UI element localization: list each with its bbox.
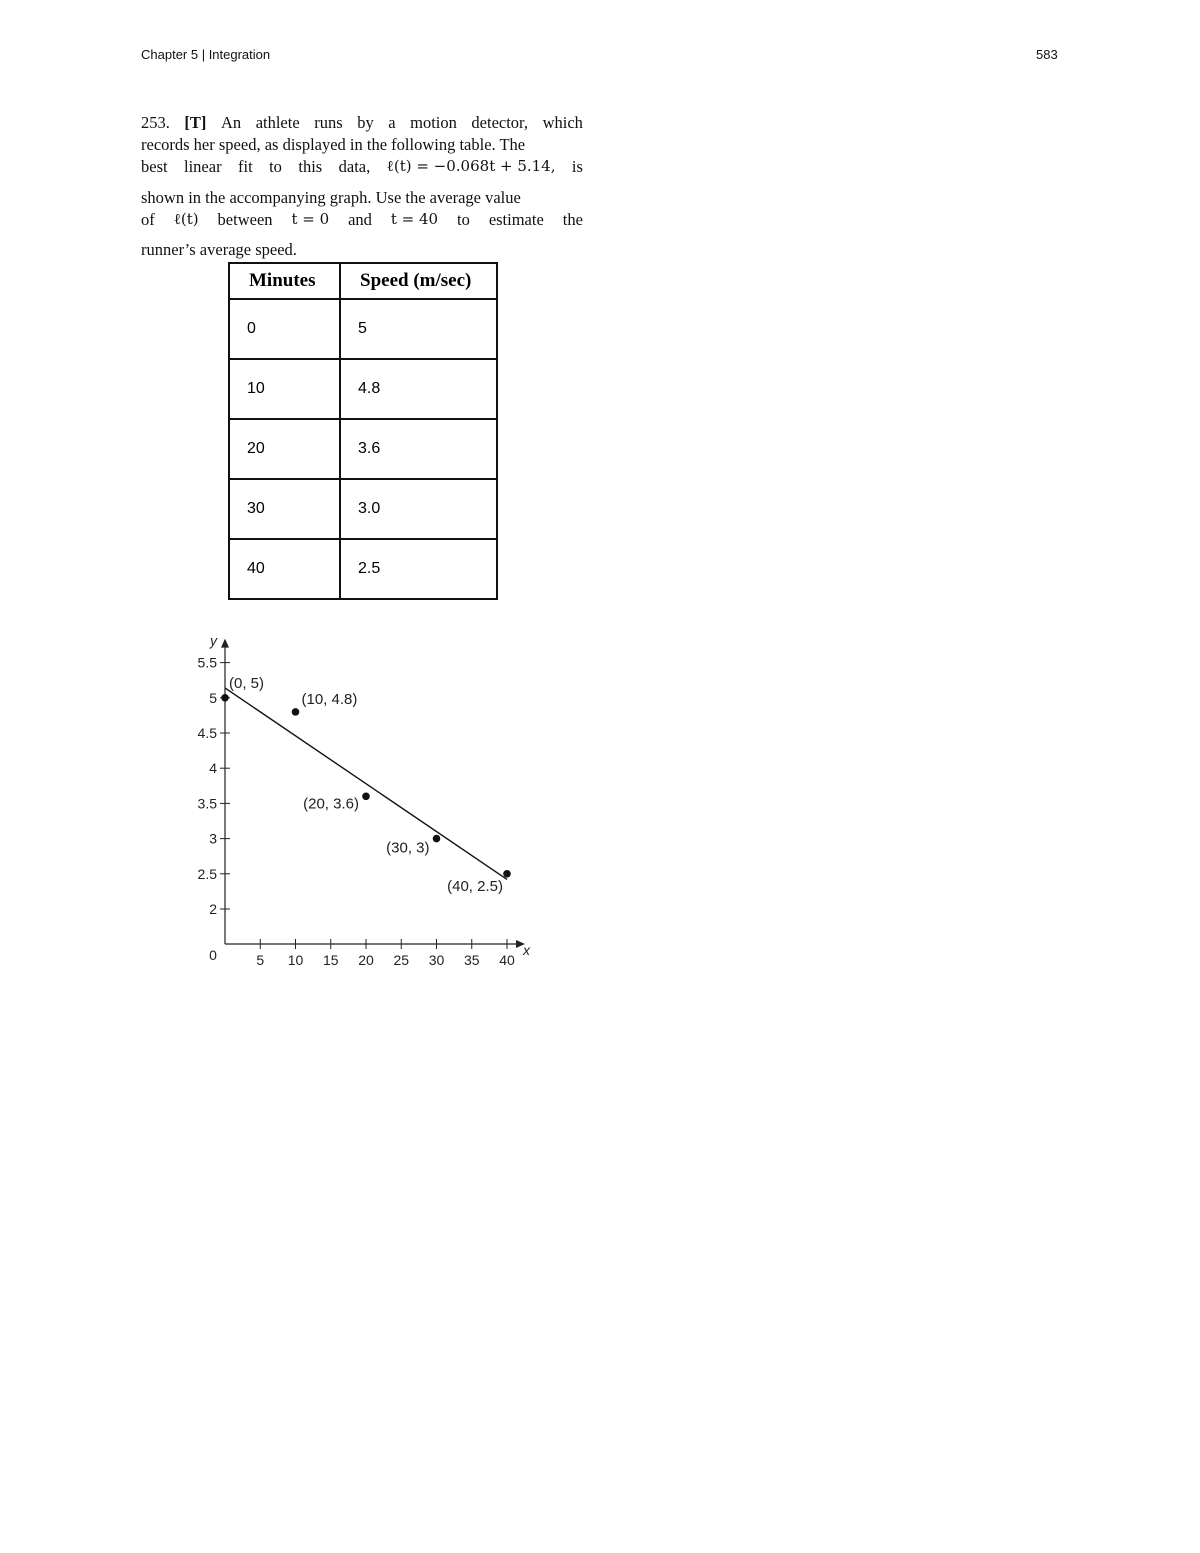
table-row	[229, 479, 497, 539]
table-cell: 5	[340, 299, 497, 359]
table-cell: 2.5	[340, 539, 497, 599]
speed-scatter-chart	[180, 630, 540, 975]
x-axis-label: x	[523, 942, 530, 958]
y-axis-label: y	[210, 632, 217, 649]
line-text: runner’s average speed.	[141, 240, 297, 259]
word: An	[220, 113, 242, 132]
chapter-header: Chapter 5 | Integration	[141, 47, 271, 62]
fit-line	[225, 688, 507, 879]
upper-bound: t = 40	[390, 210, 439, 228]
table-row	[229, 539, 497, 599]
data-point	[362, 793, 370, 801]
y-tick-label: 5	[209, 689, 217, 706]
word: fit	[238, 157, 253, 176]
column-header-speed: Speed (m/sec)	[340, 263, 497, 299]
table-row	[229, 359, 497, 419]
origin-label: 0	[209, 947, 217, 963]
data-point-label: (10, 4.8)	[301, 690, 358, 708]
x-tick-label: 20	[358, 952, 374, 968]
problem-line-5	[141, 210, 583, 240]
x-tick-label: 30	[428, 952, 445, 968]
word: motion	[410, 113, 457, 132]
x-tick-label: 25	[393, 952, 410, 968]
word: runs	[314, 113, 343, 132]
data-point-label: (40, 2.5)	[447, 877, 503, 895]
word: detector,	[471, 113, 529, 132]
lower-bound: t = 0	[291, 210, 330, 228]
table-cell: 4.8	[340, 359, 497, 419]
word: to	[457, 210, 470, 229]
y-tick-label: 4	[209, 760, 217, 777]
word: best	[141, 157, 168, 176]
line-text: records her speed, as displayed in the following table. The	[141, 135, 526, 154]
function-notation: ℓ(t)	[173, 210, 199, 228]
word: data,	[338, 157, 371, 176]
y-tick-label: 2.5	[197, 865, 217, 882]
table-cell: 30	[229, 479, 340, 539]
data-point-label: (0, 5)	[229, 674, 265, 692]
table-cell: 3.6	[340, 419, 497, 479]
word: to	[269, 157, 282, 176]
word: this	[298, 157, 323, 176]
word: a	[388, 113, 396, 132]
y-tick-label: 4.5	[197, 725, 217, 741]
word: by	[357, 113, 374, 132]
problem-tag: [T]	[184, 113, 207, 132]
page-number: 583	[1036, 47, 1058, 62]
data-point-label: (30, 3)	[386, 839, 430, 857]
word: of	[141, 210, 155, 229]
table-row	[229, 299, 497, 359]
table-cell: 0	[229, 299, 340, 359]
data-point	[433, 835, 441, 843]
problem-line-1	[141, 113, 583, 135]
table-cell: 20	[229, 419, 340, 479]
table-cell: 40	[229, 539, 340, 599]
x-tick-label: 10	[287, 952, 304, 968]
problem-line-2	[141, 135, 583, 157]
word: estimate	[488, 210, 544, 229]
data-point	[503, 870, 511, 878]
x-tick-label: 15	[322, 952, 339, 968]
x-tick-label: 35	[463, 952, 480, 968]
word: is	[571, 157, 583, 176]
data-point	[221, 694, 229, 702]
table-cell: 10	[229, 359, 340, 419]
x-tick-label: 40	[499, 952, 515, 968]
x-tick-label: 5	[256, 952, 265, 968]
problem-253	[141, 113, 583, 262]
data-point-label: (20, 3.6)	[303, 795, 359, 813]
fit-equation: ℓ(t) = −0.068t + 5.14,	[386, 157, 556, 175]
problem-line-6	[141, 240, 583, 262]
table-row	[229, 419, 497, 479]
line-text: shown in the accompanying graph. Use the average value	[141, 188, 521, 207]
y-axis-arrow	[221, 639, 229, 648]
data-point	[292, 708, 300, 716]
y-tick-label: 3.5	[197, 795, 217, 812]
word: linear	[184, 157, 222, 176]
y-tick-label: 3	[209, 830, 217, 847]
problem-line-3	[141, 157, 583, 188]
problem-line-4	[141, 188, 583, 210]
speed-table	[228, 262, 498, 600]
table-header-row	[229, 263, 497, 299]
y-tick-label: 2	[209, 901, 217, 917]
word: the	[562, 210, 583, 229]
word: which	[542, 113, 583, 132]
word: athlete	[255, 113, 300, 132]
column-header-minutes: Minutes	[229, 263, 340, 299]
table-cell: 3.0	[340, 479, 497, 539]
word: between	[217, 210, 273, 229]
y-tick-label: 5.5	[197, 654, 217, 671]
problem-number: 253.	[141, 113, 170, 132]
word: and	[348, 210, 372, 229]
